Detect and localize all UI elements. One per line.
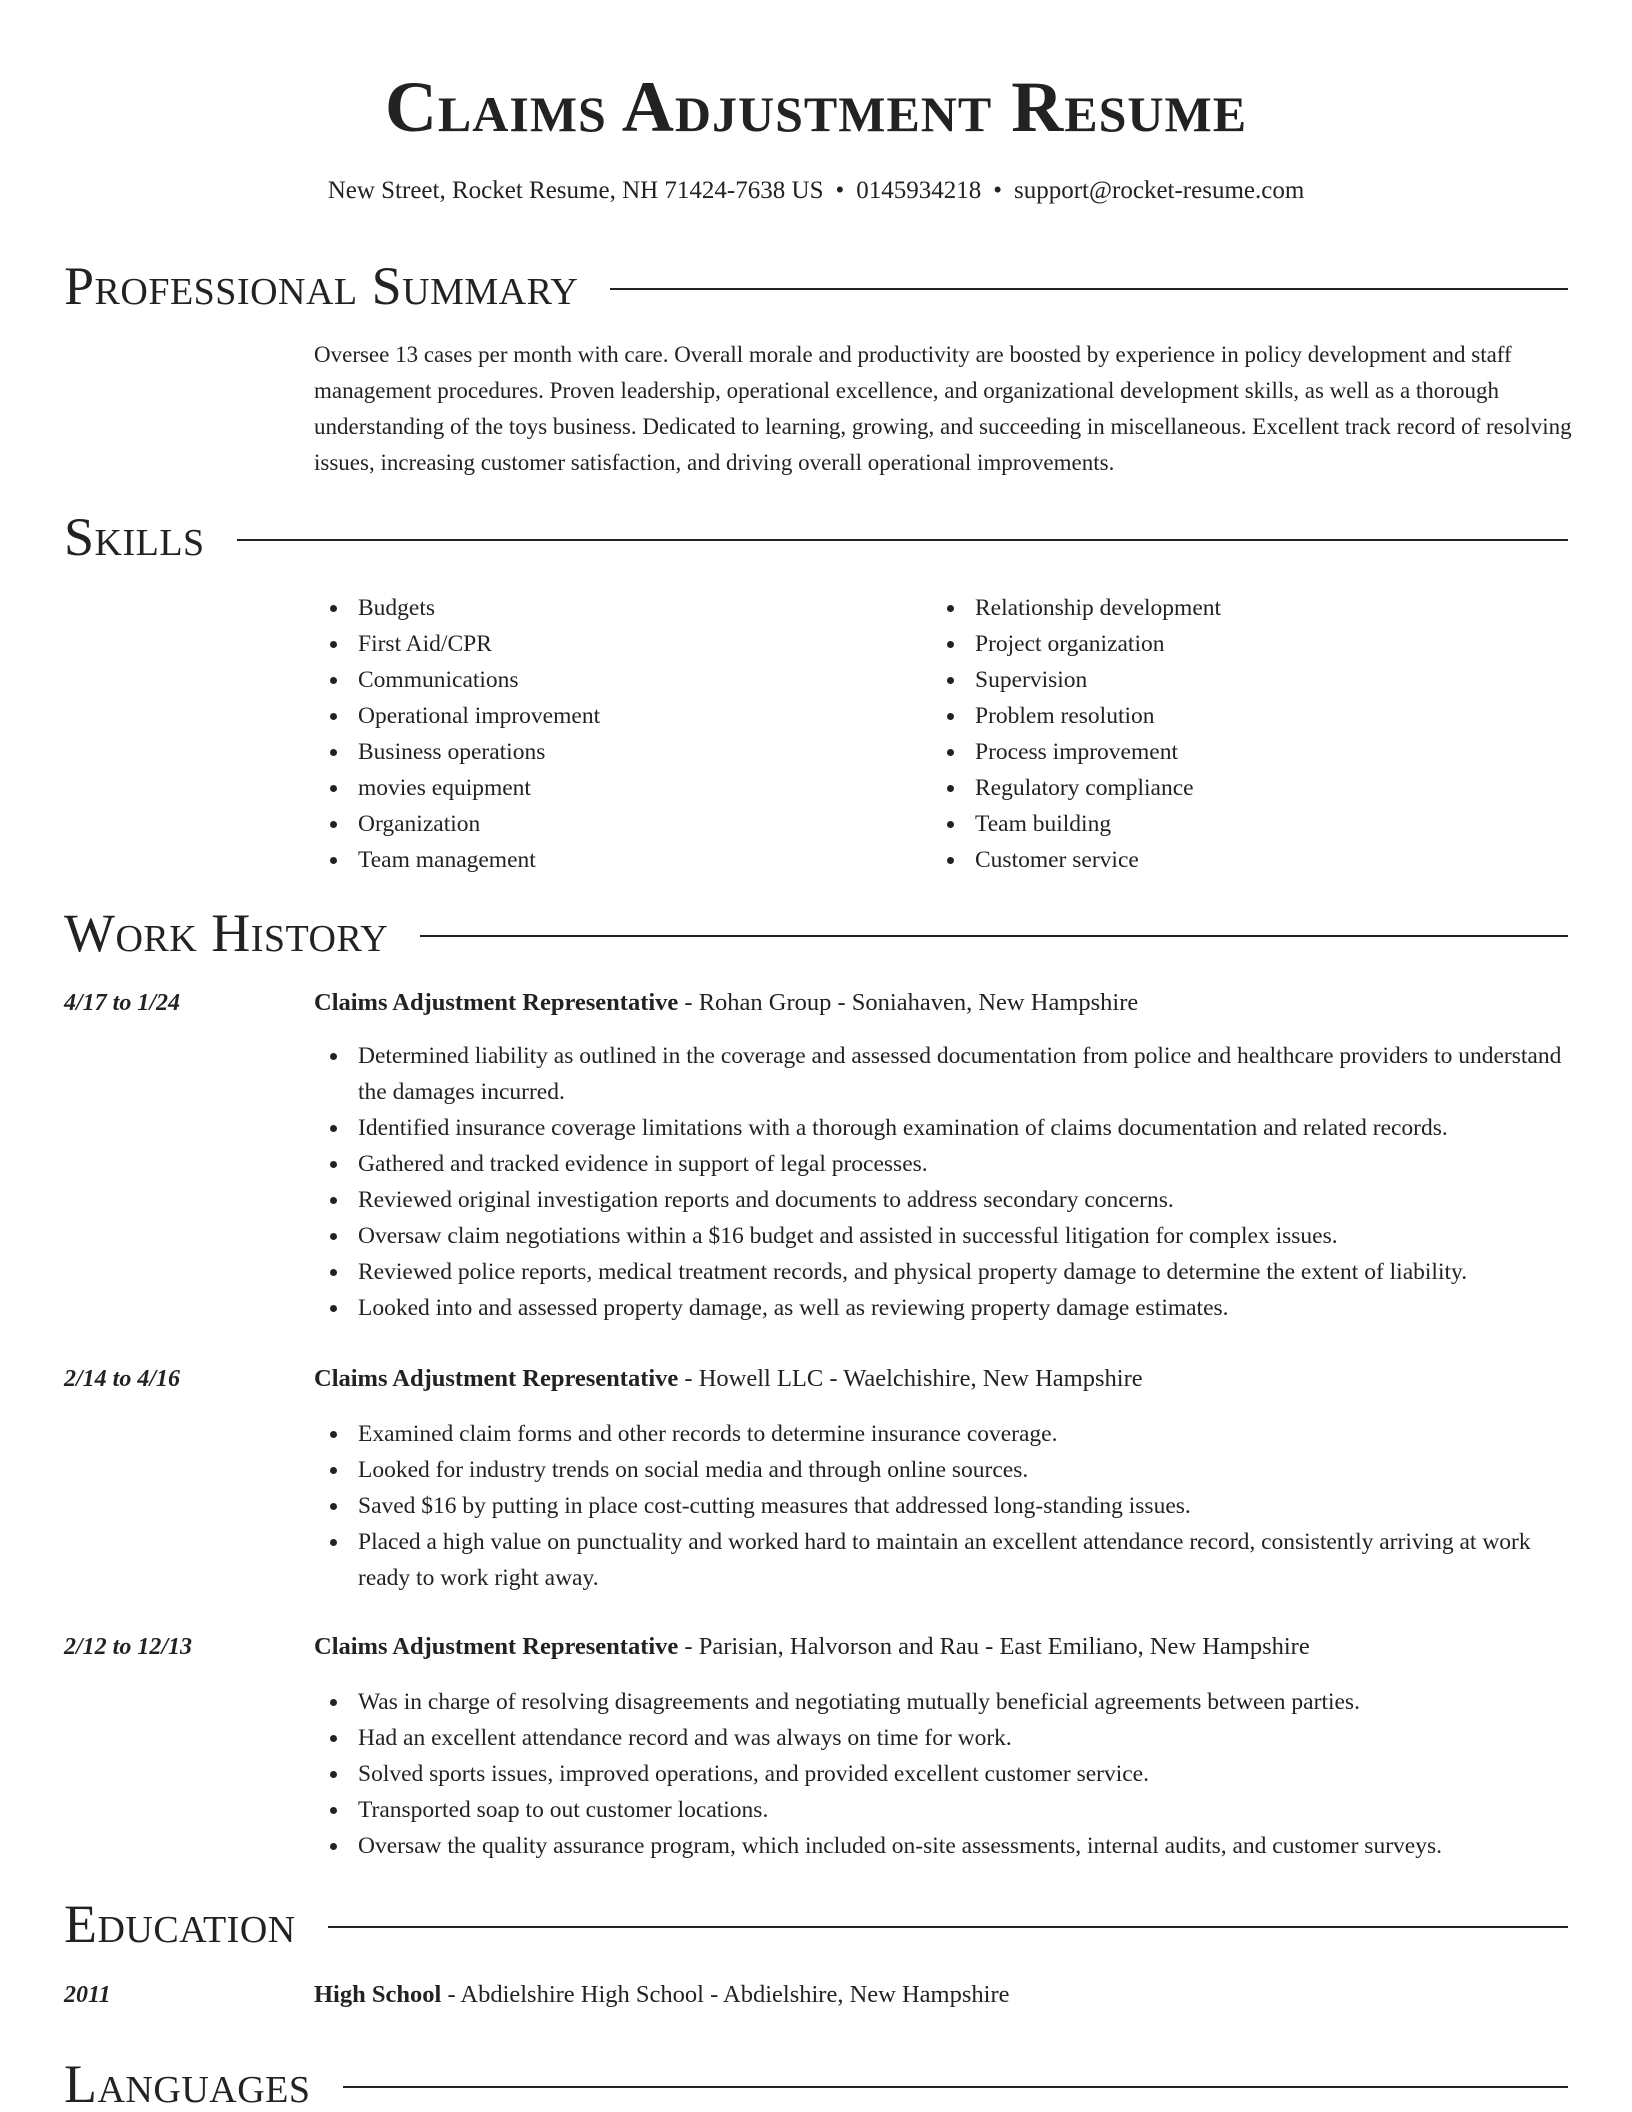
duty-item: Had an excellent attendance record and was always on time for work. [314,1720,1568,1756]
section-title: Education [64,1894,296,1954]
education-degree: High School [314,1981,442,2008]
skill-item: Team management [314,842,931,878]
duty-item: Placed a high value on punctuality and worked hard to maintain an excellent attendance record, consistently arriving at work ready to work right away. [314,1524,1568,1596]
summary-text: Oversee 13 cases per month with care. Overall morale and productivity are boosted by experience in policy development and staff management procedures. Proven leadership, operational excellence, and organizational development skills, as well as a thorough understanding of the toys business. Dedicated to learning, growing, and succeeding in miscellaneous. Excellent track record of resolving issues, increasing customer satisfaction, and driving overall operational improvements. [314,342,1572,475]
section-divider [420,935,1568,937]
section-title: Skills [64,507,205,567]
resume-title: Claims Adjustment Resume [384,67,1248,147]
duty-item: Looked for industry trends on social media and through online sources. [314,1452,1568,1488]
section-title: Languages [64,2054,311,2112]
contact-line [0,174,1632,208]
duty-item: Determined liability as outlined in the coverage and assessed documentation from police and healthcare providers to understand the damages incurred. [314,1038,1568,1110]
section-title: Professional Summary [64,256,579,316]
skill-item: Project organization [931,626,1548,662]
job-duties [314,1684,1568,1864]
job-employer: - Rohan Group - Soniahaven, New Hampshire [678,989,1139,1016]
job-employer: - Parisian, Halvorson and Rau - East Emiliano, New Hampshire [678,1633,1310,1660]
skills-column-right [931,590,1548,878]
job-title: Claims Adjustment Representative [314,1365,679,1392]
education-title-line [314,1978,1009,2012]
duty-item: Solved sports issues, improved operations, and provided excellent customer service. [314,1756,1568,1792]
duty-item: Reviewed police reports, medical treatment records, and physical property damage to determine the extent of liability. [314,1254,1568,1290]
skill-item: Regulatory compliance [931,770,1548,806]
job-title: Claims Adjustment Representative [314,989,679,1016]
section-title: Work History [64,903,389,963]
section-divider [343,2086,1569,2088]
skill-item: Relationship development [931,590,1548,626]
skill-item: Supervision [931,662,1548,698]
skill-item: Operational improvement [314,698,931,734]
section-work-history [64,903,1568,963]
section-education [64,1894,1568,1954]
address: New Street, Rocket Resume, NH 71424-7638 US [327,177,824,204]
skill-item: Customer service [931,842,1548,878]
job-title-line [314,1362,1143,1396]
job-title-line [314,1630,1310,1664]
section-divider [328,1926,1568,1928]
section-professional-summary [64,256,1568,316]
phone: 0145934218 [856,177,982,204]
skill-item: Process improvement [931,734,1548,770]
duty-item: Identified insurance coverage limitations with a thorough examination of claims documentation and related records. [314,1110,1568,1146]
skills-column-left [314,590,931,878]
job-dates: 2/12 to 12/13 [64,1634,193,1660]
job-employer: - Howell LLC - Waelchishire, New Hampshire [678,1365,1143,1392]
job-duties [314,1416,1568,1596]
education-school: - Abdielshire High School - Abdielshire, New Hampshire [441,1981,1010,2008]
duty-item: Reviewed original investigation reports and documents to address secondary concerns. [314,1182,1568,1218]
skill-item: Business operations [314,734,931,770]
section-divider [610,288,1568,290]
section-divider [237,539,1568,541]
separator: • [835,177,845,204]
duty-item: Was in charge of resolving disagreements and negotiating mutually beneficial agreements between parties. [314,1684,1568,1720]
duty-item: Gathered and tracked evidence in support of legal processes. [314,1146,1568,1182]
duty-item: Examined claim forms and other records to determine insurance coverage. [314,1416,1568,1452]
job-dates: 4/17 to 1/24 [64,990,181,1016]
skill-item: movies equipment [314,770,931,806]
skill-item: Organization [314,806,931,842]
education-year: 2011 [64,1982,111,2008]
job-title-line [314,986,1138,1020]
duty-item: Oversaw claim negotiations within a $16 budget and assisted in successful litigation for complex issues. [314,1218,1568,1254]
skills-list [314,590,1574,878]
skill-item: Problem resolution [931,698,1548,734]
job-dates: 2/14 to 4/16 [64,1366,181,1392]
duty-item: Transported soap to out customer locations. [314,1792,1568,1828]
section-skills [64,507,1568,567]
skill-item: First Aid/CPR [314,626,931,662]
skill-item: Budgets [314,590,931,626]
section-languages [64,2054,1568,2112]
email: support@rocket-resume.com [1014,177,1305,204]
job-duties [314,1038,1568,1326]
job-title: Claims Adjustment Representative [314,1633,679,1660]
duty-item: Oversaw the quality assurance program, which included on-site assessments, internal audits, and customer surveys. [314,1828,1568,1864]
separator: • [993,177,1002,204]
skill-item: Communications [314,662,931,698]
duty-item: Saved $16 by putting in place cost-cutting measures that addressed long-standing issues. [314,1488,1568,1524]
skill-item: Team building [931,806,1548,842]
duty-item: Looked into and assessed property damage, as well as reviewing property damage estimates. [314,1290,1568,1326]
